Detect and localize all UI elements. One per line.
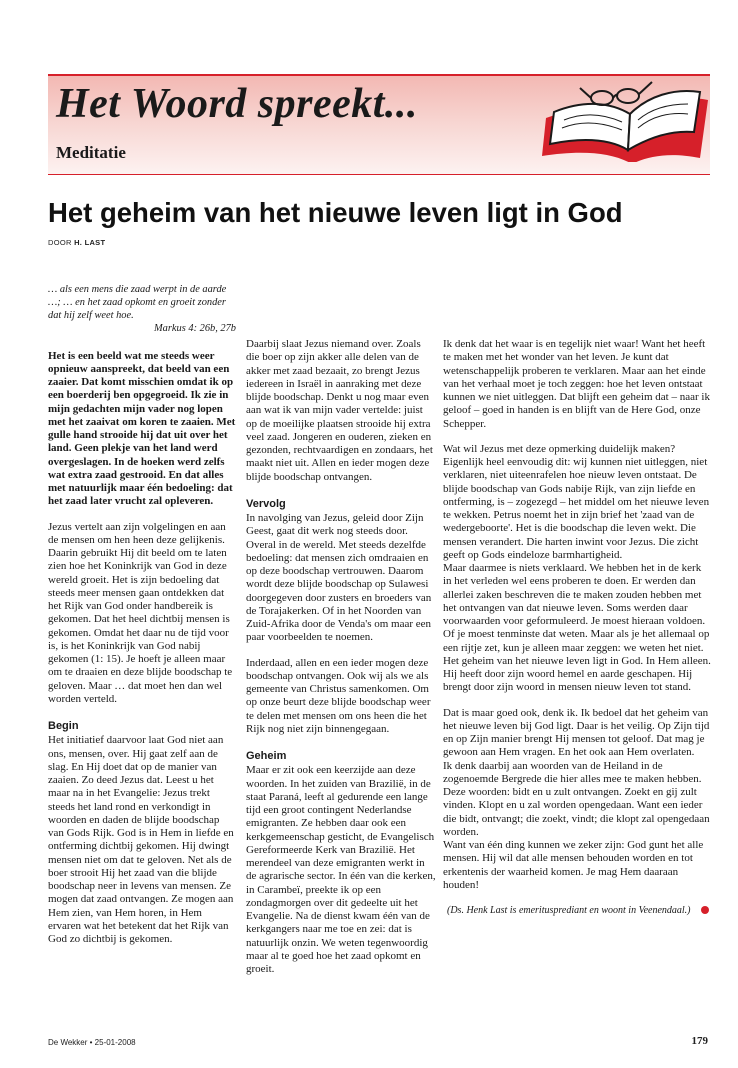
scripture-reference: Markus 4: 26b, 27b (154, 323, 236, 335)
page-number: 179 (691, 1035, 708, 1047)
subheading-begin: Begin (48, 720, 79, 733)
paragraph: Want van één ding kunnen we zeker zijn: God gunt het alle mensen. Hij wil dat alle mensen behouden worden en tot erkentenis der waarheid komen. Je mag Hem daaraan houden! (443, 839, 704, 891)
paragraph: Maar er zit ook een keerzijde aan deze woorden. In het zuiden van Brazilië, in de staat Paraná, leeft al gedurende een lange tijd een groot contingent Nederlandse emigranten. Ze hebben daar ook een kerkgemeenschap gesticht, de Evangelisch Gereformeerde Kerk van Brazilië. Het merendeel van deze emigranten werkt in de agrarische sector. In één van die kerken, in Carambeï, preekte ik op een zondagmorgen over dit gedeelte uit het Evangelie. Na de dienst kwam één van de kerkgangers naar me toe en zei: dat is natuurlijk onzin. We weten tegenwoordig maar al te goed hoe het zaad opkomt en groeit. (246, 764, 436, 975)
paragraph: Ik denk daarbij aan woorden van de Heiland in de zogenoemde Bergrede die hier alles mee te maken hebben. Deze woorden: bidt en u zult ontvangen. Zoekt en gij zult vinden. Klopt en u zal worden opengedaan. Want een ieder die bidt, ontvangt; die zoekt, vindt; die klopt zal opengedaan worden. (443, 759, 710, 838)
byline-author: H. LAST (74, 238, 106, 247)
footer-publication: De Wekker • 25-01-2008 (48, 1038, 136, 1047)
paragraph: Dat is maar goed ook, denk ik. Ik bedoel dat het geheim van het nieuwe leven bij God ligt. Daar is het veilig. Op Zijn tijd en op Zijn manier brengt Hij mensen tot geloof. Dat mag je gewoon aan Hem vragen. En het ook aan Hem overlaten. (443, 706, 710, 759)
column-3 (443, 283, 711, 917)
scripture-quote: … als een mens die zaad werpt in de aarde …; … en het zaad opkomt en groeit zonder dat hij zelf weet hoe. (48, 284, 227, 322)
section-subtitle: Meditatie (56, 143, 126, 162)
header-bottom-rule (48, 174, 710, 175)
author-note-text: (Ds. Henk Last is emeritusprediant en woont in Veenendaal.) (447, 905, 691, 916)
paragraph: Wat wil Jezus met deze opmerking duidelijk maken? Eigenlijk heel eenvoudig dit: wij kunnen niet uitleggen, niet verklaren, niet uiteenrafelen hoe nieuw leven ontstaat. De blijde boodschap van Gods nabije Rijk, van zijn liefde en ontferming, is – zogezegd – het middel om het nieuwe leven te wekken. Petrus noemt het in zijn brief het 'zaad van de wedergeboorte'. Het is die boodschap die leven wekt. Die mensen verandert. Die harten inwint voor Jezus. Die zicht geeft op Gods eindeloze barmhartigheid. (443, 442, 710, 561)
paragraph: Het initiatief daarvoor laat God niet aan ons, mensen, over. Hij gaat zelf aan de slag. En Hij doet dat op de manier van zaaien. Zo deed Jezus dat. Leest u het maar na in het Evangelie: Jezus trekt steeds het land rond en verkondigt in woorden en daden de blijde boodschap van Gods Rijk. God is in Hem in liefde en ontferming dichtbij gekomen. Hij dwingt mensen niet om dat te geloven. Net als de boer strooit Hij het zaad van die blijde boodschap neer in levens van mensen. Ze mogen dat zaad ontvangen. Ze mogen aan Hem zien, van Hem horen, in Hem ervaren wat het betekent dat het Rijk van God zo dichtbij is gekomen. (48, 734, 234, 946)
lead-paragraph: Het is een beeld wat me steeds weer opnieuw aanspreekt, dat beeld van een zaaier. Dat komt misschien omdat ik op een boerderij ben opgegroeid. Ik zie in mijn gedachten mijn vader nog lopen met het zaaivat om koren te zaaien. Met gulle hand strooide hij dat uit over het land. Geen plekje van het land werd overgeslagen. In de hoeken werd zelfs wat extra zaad gestrooid. En dat alles met natuurlijk maar één bedoeling: dat het zaad later vrucht zal opleveren. (48, 349, 236, 508)
open-book-with-glasses-icon (540, 52, 712, 162)
paragraph: Inderdaad, allen en een ieder mogen deze boodschap ontvangen. Ook wij als we als gemeente van Christus samenkomen. Om op onze beurt deze blijde boodschap weer te delen met mensen om ons heen die het Rijk nog niet zijn binnengegaan. (246, 656, 431, 735)
paragraph: Daarbij slaat Jezus niemand over. Zoals die boer op zijn akker alle delen van de akker met zaad bezaait, zo brengt Jezus iedereen in Israël in aanraking met deze blijde boodschap. Denkt u nog maar even aan wat ik van mijn vader vertelde: juist op de moeilijke plaatsen strooide hij extra veel zaad. Jongeren en ouderen, zieken en gezonden, rechtvaardigen en zondaars, het maakt niet uit. Allen en ieder mogen deze blijde boodschap ontvangen. (246, 338, 433, 483)
author-note (447, 904, 711, 917)
end-mark-dot (701, 906, 709, 914)
column-1 (48, 283, 236, 946)
article-headline: Het geheim van het nieuwe leven ligt in God (48, 197, 623, 228)
byline (48, 238, 105, 247)
section-title: Het Woord spreekt... (56, 81, 418, 127)
column-2 (246, 283, 436, 976)
paragraph: Jezus vertelt aan zijn volgelingen en aan de mensen om hen heen deze gelijkenis. Daarin gebruikt Hij dit beeld om te laten zien hoe het Koninkrijk van God in deze wereld groeit. Het is zijn bedoeling dat steeds meer mensen gaan ontdekken dat het Rijk van God onder handbereik is gekomen. Dat het heel dichtbij mensen is gekomen. Omdat het daar nu de tijd voor is, is het Koninkrijk van God nabij gekomen (1: 15). Je hoeft je alleen maar om te draaien en deze blijde boodschap te geloven. Maar … dat moet hen dan wel worden verteld. (48, 520, 233, 705)
byline-prefix: DOOR (48, 238, 72, 247)
subheading-vervolg: Vervolg (246, 497, 286, 510)
paragraph: In navolging van Jezus, geleid door Zijn Geest, gaat dit werk nog steeds door. Overal in de wereld. Met steeds dezelfde bedoeling: dat mensen zich omdraaien en op deze boodschap vertrouwen. Daarom wordt deze blijde boodschap op Sulawesi doorgegeven door zusters en broeders van de Torajakerken. Of in het Noorden van Zuid-Afrika door de Venda's om maar een paar voorbeelden te noemen. (246, 512, 432, 644)
paragraph: Ik denk dat het waar is en tegelijk niet waar! Want het heeft te maken met het wonder van het leven. Je kunt dat wetenschappelijk proberen te verklaren. Maar aan het einde van het verhaal moet je toch zeggen: hoe het leven ontstaat kunnen we niet uitleggen. Dat blijft een geheim dat – naar ik geloof – goed in handen is en blijft van de Here God, onze Schepper. (443, 338, 710, 430)
subheading-geheim: Geheim (246, 750, 287, 762)
paragraph: Maar daarmee is niets verklaard. We hebben het in de kerk in het verleden wel eens proberen te doen. Er werden dan allerlei zaken beschreven die te maken zouden hebben met het ontvangen van dat nieuwe leven. Soms werden daar voorwaarden voor geformuleerd. Je moest hieraan voldoen. Of je moest tenminste dat weten. Maar als je het allemaal op een rijtje zet, kun je alleen maar zeggen: we weten het niet. Het geheim van het nieuwe leven ligt in God. In Hem alleen. Hij heeft door zijn woord hemel en aarde geschapen. Hij brengt door zijn woord in mensen nieuw leven tot stand. (443, 562, 711, 694)
